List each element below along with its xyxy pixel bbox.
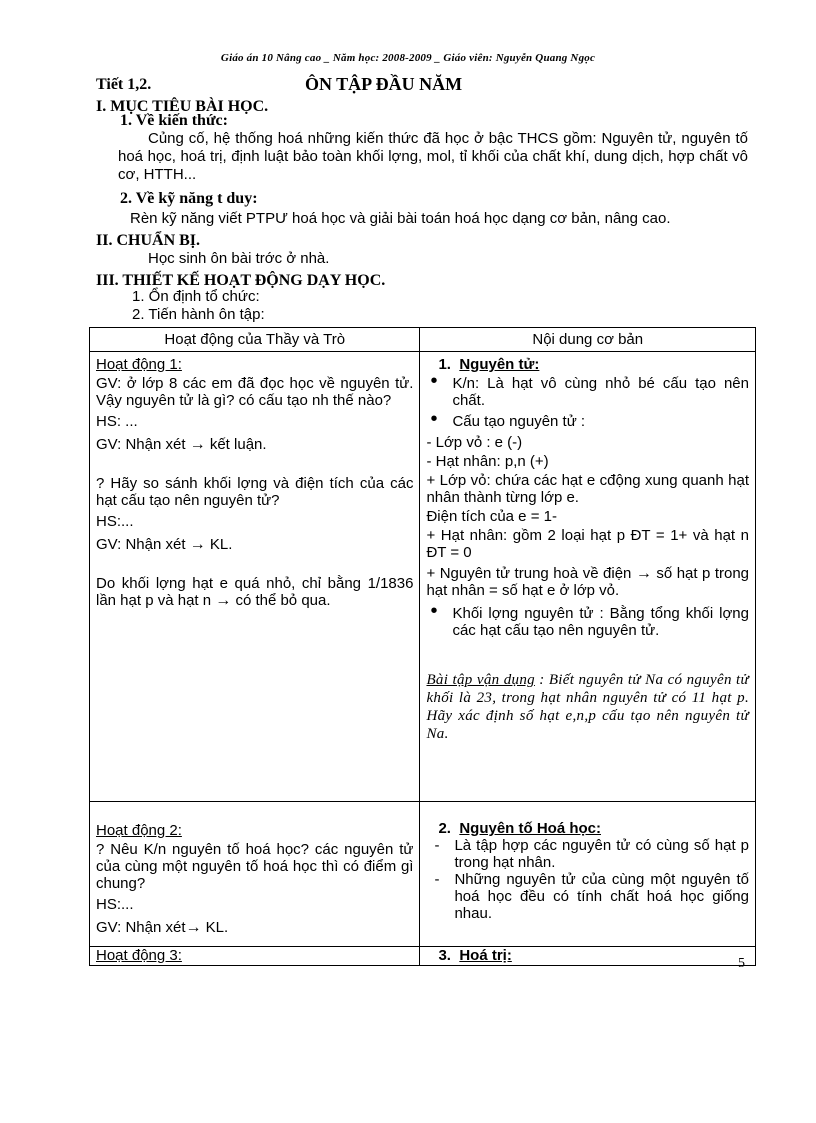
activity-1-question-2: ? Hãy so sánh khối lợng và điện tích của các hạt cấu tạo nên nguyên tử? (96, 475, 414, 509)
right-arrow-icon: → (189, 436, 206, 453)
activity-1-student: HS: ... (96, 413, 138, 430)
content-3-heading: 3. Hoá trị: (438, 947, 512, 964)
right-arrow-icon: → (189, 536, 206, 553)
column-header-activities: Hoạt động của Thầy và Trò (90, 328, 420, 352)
activity-2-heading: Hoạt động 2: (96, 822, 182, 839)
table-row (90, 802, 756, 947)
activity-1-cell (90, 352, 420, 802)
content-1-structure: • Cấu tạo nguyên tử : (426, 413, 749, 430)
activity-2-question: ? Nêu K/n nguyên tố hoá học? các nguyên tử của cùng một nguyên tố hoá học thì có điểm gì chung? (96, 841, 414, 892)
section-1-heading: I. MỤC TIÊU BÀI HỌC. (96, 98, 269, 115)
right-arrow-icon: → (185, 919, 202, 936)
section-3-heading: III. THIẾT KẾ HOẠT ĐỘNG DẠY HỌC. (96, 272, 386, 289)
content-1-shell: - Lớp vỏ : e (-) (426, 434, 523, 451)
content-2-definition: - Là tập hợp các nguyên tử có cùng số hạt p trong hạt nhân. (426, 837, 749, 871)
content-1-nucleus: - Hạt nhân: p,n (+) (426, 453, 549, 470)
activity-1-heading: Hoạt động 1: (96, 356, 182, 373)
activity-1-student-2: HS:... (96, 513, 134, 530)
content-1-nucleus-detail: + Hạt nhân: gồm 2 loại hạt p ĐT = 1+ và hạt n ĐT = 0 (426, 527, 749, 561)
activity-2-student: HS:... (96, 896, 134, 913)
lesson-label: Tiết 1,2. (96, 76, 152, 93)
table-row (90, 947, 756, 966)
table-header-row (90, 328, 756, 352)
table-row (90, 352, 756, 802)
section-1-sub-1: 1. Về kiến thức: (120, 112, 228, 129)
page-header: Giáo án 10 Nâng cao _ Năm học: 2008-2009 _ Giáo viên: Nguyễn Quang Ngọc (220, 52, 596, 64)
activity-1-question: GV: ở lớp 8 các em đã đọc học về nguyên tử. Vậy nguyên tử là gì? có cấu tạo nh thế nào? (96, 375, 414, 409)
activity-3-heading: Hoạt động 3: (96, 947, 182, 964)
right-arrow-icon: → (215, 592, 232, 609)
activity-2-cell (90, 802, 420, 947)
content-1-heading: 1. Nguyên tử: (438, 356, 540, 373)
page-number: 5 (738, 956, 745, 971)
content-1-electron-charge: Điện tích của e = 1- (426, 508, 557, 525)
activity-3-cell (90, 947, 420, 966)
content-1-shell-detail: + Lớp vỏ: chứa các hạt e cđộng xung quanh hạt nhân thành từng lớp e. (426, 472, 749, 506)
content-1-cell (420, 352, 756, 802)
activity-1-note: Do khối lợng hạt e quá nhỏ, chỉ bằng 1/1836 lần hạt p và hạt n → có thể bỏ qua. (96, 575, 414, 609)
right-arrow-icon: → (635, 565, 652, 582)
section-2-heading: II. CHUẨN BỊ. (96, 232, 201, 249)
activity-2-conclusion: GV: Nhận xét→ KL. (96, 919, 229, 936)
content-2-cell (420, 802, 756, 947)
page-title: ÔN TẬP ĐẦU NĂM (305, 74, 463, 94)
content-3-cell (420, 947, 756, 966)
section-2-paragraph: Học sinh ôn bài trớc ở nhà. (148, 250, 330, 267)
activity-1-conclusion: GV: Nhận xét → kết luận. (96, 436, 267, 453)
content-1-neutrality: + Nguyên tử trung hoà về điện → số hạt p trong hạt nhân = số hạt e ở lớp vỏ. (426, 565, 750, 599)
column-header-content: Nội dung cơ bản (420, 328, 756, 352)
content-2-heading: 2. Nguyên tố Hoá học: (438, 820, 601, 837)
section-3-item-1: 1. Ổn định tổ chức: (132, 288, 260, 305)
content-1-exercise: Bài tập vận dụng : Biết nguyên tử Na có nguyên tử khối là 23, trong hạt nhân nguyên tử có 11 hạt p. Hãy xác định số hạt e,n,p cấu tạo nên nguyên tử Na. (426, 672, 749, 742)
section-1-paragraph-1: Củng cố, hệ thống hoá những kiến thức đã học ở bậc THCS gồm: Nguyên tử, nguyên tố hoá học, hoá trị, định luật bảo toàn khối lợng, mol, tỉ khối của chất khí, dung dịch, hợp chất vô cơ, HTTH... (118, 130, 748, 183)
content-2-property: - Những nguyên tử của cùng một nguyên tố hoá học đều có tính chất hoá học giống nhau. (426, 871, 749, 922)
section-1-sub-2: 2. Về kỹ năng t duy: (120, 190, 258, 207)
lesson-table (89, 327, 756, 966)
content-1-mass: • Khối lợng nguyên tử : Bằng tổng khối lợng các hạt cấu tạo nên nguyên tử. (426, 605, 749, 639)
section-3-item-2: 2. Tiến hành ôn tập: (132, 306, 265, 323)
section-1-paragraph-2: Rèn kỹ năng viết PTPƯ hoá học và giải bài toán hoá học dạng cơ bản, nâng cao. (130, 210, 671, 227)
content-1-definition: • K/n: Là hạt vô cùng nhỏ bé cấu tạo nên chất. (426, 375, 749, 409)
activity-1-conclusion-2: GV: Nhận xét → KL. (96, 536, 233, 553)
